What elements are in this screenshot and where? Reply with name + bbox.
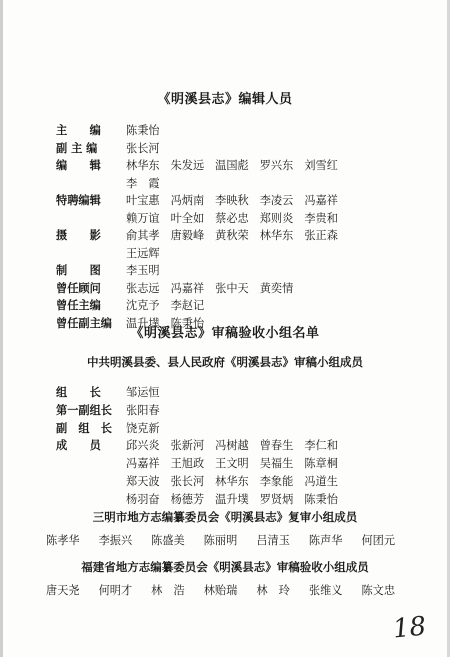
person-name: 张长河 xyxy=(126,141,160,155)
role-label: 曾任顾问 xyxy=(56,281,101,295)
person-name: 陈孝华 xyxy=(46,534,80,547)
person-name: 李振兴 xyxy=(98,534,133,547)
person-name: 林贻瑞 xyxy=(203,584,238,597)
person-name: 陈盛美 xyxy=(151,534,185,547)
role-label: 组 长 xyxy=(56,386,101,399)
person-name: 陈秉怡 xyxy=(170,316,205,330)
person-name: 郑天波 xyxy=(126,475,160,488)
person-name: 陈秉怡 xyxy=(304,492,338,506)
role-label: 主 编 xyxy=(56,124,101,137)
person-name: 王旭政 xyxy=(170,457,205,471)
person-name: 郑则炎 xyxy=(259,211,294,225)
person-name: 王文明 xyxy=(215,457,249,471)
name-list xyxy=(126,140,160,156)
person-name: 罗兴东 xyxy=(259,159,294,172)
person-name: 陈声华 xyxy=(308,534,343,547)
person-name: 冯嘉祥 xyxy=(126,457,160,471)
person-name: 张中天 xyxy=(215,281,249,295)
staff-row xyxy=(0,175,450,191)
person-name: 林 浩 xyxy=(151,584,185,597)
person-name: 黄秋荣 xyxy=(215,229,249,242)
person-name: 张新河 xyxy=(170,439,205,453)
person-name: 李象能 xyxy=(259,475,294,488)
person-name: 蔡必忠 xyxy=(215,211,249,225)
role-label: 曾任主编 xyxy=(56,299,101,312)
person-name: 陈章桐 xyxy=(304,457,338,471)
person-name: 邹运恒 xyxy=(126,386,160,399)
person-name: 刘雪红 xyxy=(304,159,338,172)
person-name: 温升墣 xyxy=(126,316,160,330)
name-list xyxy=(126,297,204,313)
section1-title: 《明溪县志》编辑人员 xyxy=(157,92,293,107)
name-list xyxy=(126,262,160,278)
person-name: 林华东 xyxy=(215,475,249,488)
person-name: 唐天尧 xyxy=(46,584,80,597)
role-label: 成 员 xyxy=(56,439,101,453)
role-label: 摄 影 xyxy=(56,229,101,242)
person-name: 李 霞 xyxy=(126,176,160,190)
role-label: 特聘编辑 xyxy=(56,194,101,207)
person-name: 何团元 xyxy=(361,534,396,547)
person-name: 何明才 xyxy=(98,584,133,597)
person-name: 叶全如 xyxy=(170,211,205,225)
role-label: 副 组 长 xyxy=(56,421,112,435)
section4-subtitle: 福建省地方志编纂委员会《明溪县志》审稿验收小组成员 xyxy=(81,560,369,574)
person-name: 陈秉怡 xyxy=(126,124,160,137)
name-list xyxy=(126,420,160,436)
person-name: 张志远 xyxy=(126,281,160,295)
role-label: 副 主 编 xyxy=(56,141,98,155)
staff-row xyxy=(0,140,450,156)
name-list xyxy=(126,175,160,191)
person-name: 温国彪 xyxy=(215,159,249,172)
person-name: 冯嘉祥 xyxy=(304,194,338,207)
person-name: 冯树越 xyxy=(215,439,249,453)
person-name: 叶宝惠 xyxy=(126,194,160,207)
staff-row xyxy=(0,210,450,226)
person-name: 杨羽奋 xyxy=(126,492,160,506)
person-name: 张维义 xyxy=(308,584,343,597)
role-label: 第一副组长 xyxy=(56,403,112,417)
staff-row xyxy=(0,297,450,313)
person-name: 李凌云 xyxy=(259,194,294,207)
section3-names xyxy=(46,532,403,548)
person-name: 黄奕情 xyxy=(259,281,294,295)
staff-row xyxy=(0,280,450,296)
staff-row xyxy=(0,402,450,418)
staff-row xyxy=(0,262,450,278)
person-name: 冯炳南 xyxy=(170,194,205,207)
person-name: 曾春生 xyxy=(259,439,294,453)
person-name: 饶克新 xyxy=(126,421,160,435)
role-label: 制 图 xyxy=(56,264,101,277)
person-name: 张长河 xyxy=(170,475,205,488)
name-list xyxy=(126,491,338,507)
staff-row xyxy=(0,491,450,507)
person-name: 俞其孝 xyxy=(126,229,160,242)
staff-row xyxy=(0,192,450,208)
person-name: 沈克予 xyxy=(126,299,160,312)
name-list xyxy=(126,437,338,453)
person-name: 林 玲 xyxy=(256,584,290,597)
section4-names xyxy=(46,582,403,598)
name-list xyxy=(126,122,160,138)
name-list xyxy=(126,473,338,489)
name-list xyxy=(126,455,338,471)
person-name: 陈丽明 xyxy=(203,534,238,547)
staff-row xyxy=(0,384,450,400)
staff-row xyxy=(0,227,450,243)
person-name: 王远辉 xyxy=(126,246,160,260)
person-name: 吴福生 xyxy=(259,457,294,471)
section3-subtitle: 三明市地方志编纂委员会《明溪县志》复审小组成员 xyxy=(92,510,358,524)
name-list xyxy=(126,210,338,226)
person-name: 冯嘉祥 xyxy=(170,281,205,295)
staff-row xyxy=(0,157,450,173)
person-name: 李赵记 xyxy=(170,299,205,312)
role-label: 曾任副主编 xyxy=(56,316,112,330)
person-name: 陈文忠 xyxy=(361,584,396,597)
person-name: 冯道生 xyxy=(304,475,338,488)
page-number: 18 xyxy=(391,611,428,645)
person-name: 李玉明 xyxy=(126,264,160,277)
person-name: 李仁和 xyxy=(304,439,338,453)
person-name: 林华东 xyxy=(259,229,294,242)
person-name: 张正森 xyxy=(304,229,338,242)
person-name: 邱兴炎 xyxy=(126,439,160,453)
person-name: 罗贤炳 xyxy=(259,492,294,506)
section2-subtitle: 中共明溪县委、县人民政府《明溪县志》审稿小组成员 xyxy=(87,355,363,369)
name-list xyxy=(126,227,338,243)
section2-title: 《明溪县志》审稿验收小组名单 xyxy=(130,326,320,341)
name-list xyxy=(126,280,293,296)
name-list xyxy=(126,384,160,400)
name-list xyxy=(126,192,338,208)
role-label: 编 辑 xyxy=(56,159,101,172)
person-name: 张阳春 xyxy=(126,403,160,417)
person-name: 唐毅峰 xyxy=(170,229,205,242)
person-name: 李贵和 xyxy=(304,211,338,225)
name-list xyxy=(126,157,338,173)
staff-row xyxy=(0,473,450,489)
staff-row xyxy=(0,122,450,138)
person-name: 杨德芳 xyxy=(170,492,205,506)
staff-row xyxy=(0,420,450,436)
staff-row xyxy=(0,437,450,453)
person-name: 李映秋 xyxy=(215,194,249,207)
name-list xyxy=(126,245,160,261)
person-name: 吕清玉 xyxy=(256,534,290,547)
person-name: 朱发远 xyxy=(170,159,205,172)
person-name: 温升墣 xyxy=(215,492,249,506)
staff-row xyxy=(0,455,450,471)
name-list xyxy=(126,402,160,418)
staff-row xyxy=(0,245,450,261)
person-name: 林华东 xyxy=(126,159,160,172)
person-name: 赖万谊 xyxy=(126,211,160,225)
